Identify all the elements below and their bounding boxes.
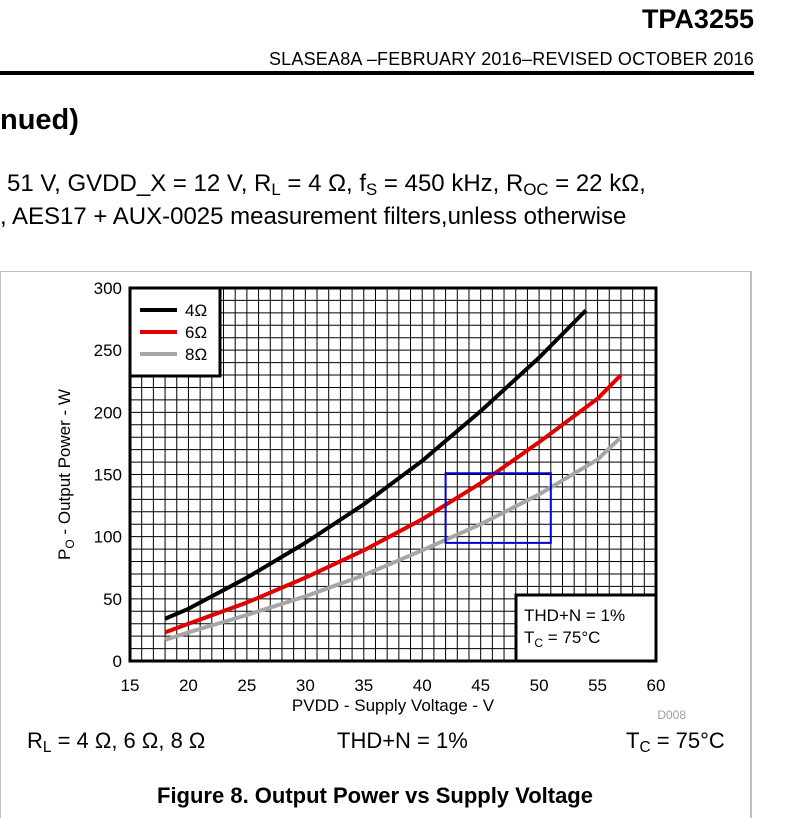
tc-sub: C [639, 738, 651, 756]
tc-t: T [626, 728, 640, 753]
y-tick-label: 100 [93, 527, 122, 547]
annotation-thd: THD+N = 1% [524, 606, 626, 625]
legend-label: 4Ω [185, 301, 208, 320]
y-label-rest: - Output Power - W [55, 389, 74, 540]
thd-note: THD+N = 1% [337, 728, 468, 753]
y-tick-label: 200 [93, 403, 122, 423]
figure-id-watermark: D008 [657, 708, 686, 722]
test-conditions-line-2: , AES17 + AUX-0025 measurement filters,unless otherwise [0, 203, 627, 230]
x-axis-label: PVDD - Supply Voltage - V [291, 696, 495, 715]
anno-tc-rest: = 75°C [543, 628, 601, 647]
cond-text: = 22 kΩ, [548, 170, 646, 197]
y-tick-label: 250 [93, 341, 122, 361]
y-axis-label [55, 389, 77, 560]
cond-text: 51 V, GVDD_X = 12 V, R [7, 170, 272, 197]
x-tick-label: 15 [120, 676, 140, 695]
x-tick-label: 30 [295, 676, 315, 695]
x-tick-label: 25 [237, 676, 257, 695]
legend [130, 288, 220, 376]
cond-text: = 4 Ω, f [280, 170, 367, 197]
cond-sub: S [366, 180, 378, 200]
document-id: TPA3255 [641, 4, 754, 34]
cond-sub: L [271, 180, 281, 200]
x-tick-label: 55 [588, 676, 608, 695]
y-tick-label: 50 [103, 589, 122, 609]
x-tick-label: 20 [178, 676, 198, 695]
y-tick-label: 300 [93, 279, 122, 298]
tc-value: = 75°C [650, 728, 725, 753]
y-label-sub: O [63, 539, 77, 549]
rl-sub: L [42, 738, 52, 756]
series-lines [165, 310, 621, 639]
cond-text: = 450 kHz, R [377, 170, 524, 197]
anno-tc-sub: C [534, 636, 544, 650]
x-tick-label: 35 [354, 676, 374, 695]
figure-caption: Figure 8. Output Power vs Supply Voltage [157, 783, 593, 808]
legend-label: 8Ω [185, 345, 208, 364]
rl-r: R [27, 728, 43, 753]
y-label-p: P [55, 548, 74, 560]
y-tick-label: 150 [93, 465, 122, 485]
revision-line: SLASEA8A –FEBRUARY 2016–REVISED OCTOBER 2016 [268, 49, 754, 69]
x-tick-label: 40 [412, 676, 432, 695]
section-title: nued) [0, 104, 79, 136]
cond-sub: OC [523, 180, 549, 200]
anno-tc-t: T [524, 628, 535, 647]
legend-label: 6Ω [185, 323, 208, 342]
x-tick-label: 60 [646, 676, 666, 695]
rl-values: = 4 Ω, 6 Ω, 8 Ω [51, 728, 206, 753]
x-tick-label: 45 [471, 676, 491, 695]
y-tick-label: 0 [112, 652, 122, 671]
temperature-note [626, 728, 725, 754]
load-note [27, 728, 205, 754]
x-tick-label: 50 [529, 676, 549, 695]
annotation-box [516, 595, 656, 661]
